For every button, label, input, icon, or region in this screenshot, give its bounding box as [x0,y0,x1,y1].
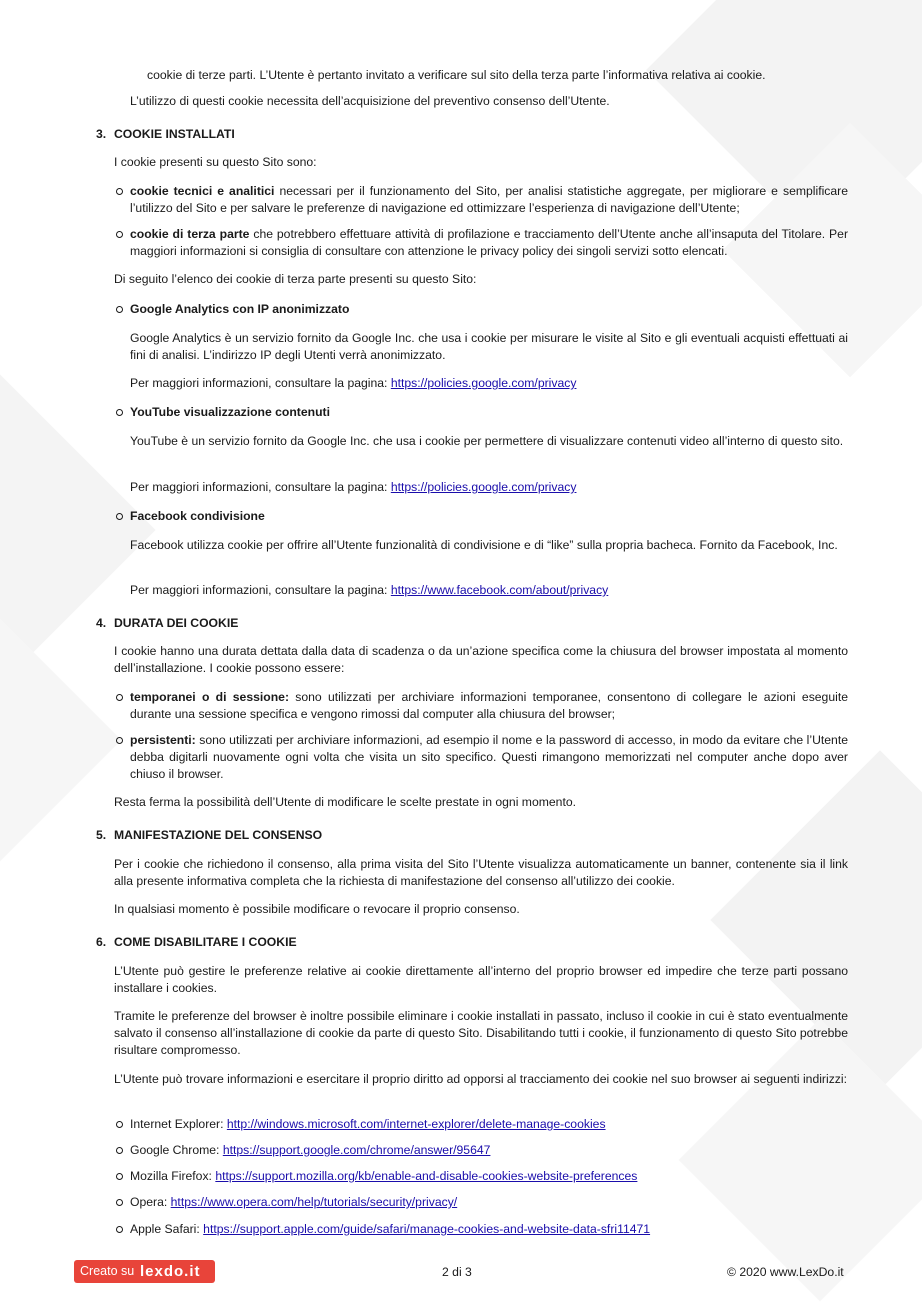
youtube-privacy-link[interactable]: https://policies.google.com/privacy [390,480,577,494]
cookie-type-technical: cookie tecnici e analitici necessari per il funzionamento del Sito, per analisi statistiche aggregate, per migliorare e semplificare l’utilizzo del Sito e per salvare le preferenze di navigazione ed ottimizzare l’esperienza di navigazione dell’Utente; [130,184,848,215]
section-5-title: MANIFESTAZIONE DEL CONSENSO [114,828,323,842]
facebook-info: Per maggiori informazioni, consultare la pagina: https://www.facebook.com/about/privacy [130,583,609,597]
opera-cookies-link[interactable]: https://www.opera.com/help/tutorials/security/privacy/ [170,1195,458,1209]
ie-cookies-link[interactable]: http://windows.microsoft.com/internet-explorer/delete-manage-cookies [226,1117,606,1131]
lexdo-logo-button[interactable] [74,1260,215,1283]
cookie-type-third-party: cookie di terza parte che potrebbero effettuare attività di profilazione e tracciamento dell’Utente anche all’insaputa del Titolare. Per maggiori informazioni si consiglia di consultare con attenzione le privacy policy dei singoli servizi sotto elencati. [130,227,849,258]
bullet-marker [116,231,123,238]
facebook-text: Facebook utilizza cookie per offrire all’Utente funzionalità di condivisione e di “like” sulla propria bacheca. Fornito da Facebook, Inc. [130,538,838,552]
cookie-duration-persistent: persistenti: sono utilizzati per archiviare informazioni, ad esempio il nome e la password di accesso, in modo da evitare che l’Utente debba digitarli nuovamente ogni volta che visita un sito specifico. Questi rimangono memorizzati nel computer anche dopo aver chiuso il browser. [130,733,848,781]
bullet-marker [116,1121,123,1128]
copyright: © 2020 www.LexDo.it [727,1265,844,1279]
browser-item-firefox: Mozilla Firefox: https://support.mozilla.org/kb/enable-and-disable-cookies-website-preferences [130,1169,638,1183]
section-4-lead: I cookie hanno una durata dettata dalla data di scadenza o da un’azione specifica come la chiusura del browser impostata al momento dell’installazione. I cookie possono essere: [114,644,848,675]
section-6-number: 6. [96,935,107,949]
section-4-closing: Resta ferma la possibilità dell’Utente di modificare le scelte prestate in ogni momento. [114,795,576,809]
cookie-duration-session: temporanei o di sessione: sono utilizzati per archiviare informazioni temporanee, consentono di collegare le azioni eseguite durante una sessione specifica e vengono rimossi dal computer alla chiusura del browser; [130,690,848,721]
facebook-privacy-link[interactable]: https://www.facebook.com/about/privacy [390,583,609,597]
bullet-marker [116,1226,123,1233]
bullet-marker [116,694,123,701]
section-4-title: DURATA DEI COOKIE [114,616,239,630]
google-analytics-info: Per maggiori informazioni, consultare la pagina: https://policies.google.com/privacy [130,376,577,390]
bullet-marker [116,1173,123,1180]
section-6-paragraph-1: L’Utente può gestire le preferenze relative ai cookie direttamente all’interno del proprio browser ed impedire che terze parti possano installare i cookies. [114,964,848,995]
section-5-number: 5. [96,828,107,842]
browser-item-ie: Internet Explorer: http://windows.microsoft.com/internet-explorer/delete-manage-cookies [130,1117,606,1131]
browser-item-safari: Apple Safari: https://support.apple.com/guide/safari/manage-cookies-and-website-data-sfri11471 [130,1222,651,1236]
section-3-title: COOKIE INSTALLATI [114,127,235,141]
firefox-cookies-link[interactable]: https://support.mozilla.org/kb/enable-and-disable-cookies-website-preferences [215,1169,638,1183]
bullet-marker [116,409,123,416]
chrome-cookies-link[interactable]: https://support.google.com/chrome/answer/95647 [222,1143,491,1157]
bullet-marker [116,1147,123,1154]
browser-item-chrome: Google Chrome: https://support.google.com/chrome/answer/95647 [130,1143,491,1157]
google-analytics-title: Google Analytics con IP anonimizzato [130,302,350,316]
logo-prefix: Creato su [80,1264,135,1278]
google-privacy-link[interactable]: https://policies.google.com/privacy [390,376,577,390]
youtube-info: Per maggiori informazioni, consultare la pagina: https://policies.google.com/privacy [130,480,577,494]
section-6-title: COME DISABILITARE I COOKIE [114,935,297,949]
intro-line-2: L’utilizzo di questi cookie necessita dell’acquisizione del preventivo consenso dell’Utente. [130,94,610,108]
intro-line-1: cookie di terze parti. L’Utente è pertanto invitato a verificare sul sito della terza parte l’informativa relativa ai cookie. [147,68,766,82]
bullet-marker [116,737,123,744]
browser-item-opera: Opera: https://www.opera.com/help/tutorials/security/privacy/ [130,1195,458,1209]
bullet-marker [116,513,123,520]
section-5-paragraph-2: In qualsiasi momento è possibile modificare o revocare il proprio consenso. [114,902,520,916]
bullet-marker [116,1199,123,1206]
facebook-title: Facebook condivisione [130,509,265,523]
safari-cookies-link[interactable]: https://support.apple.com/guide/safari/manage-cookies-and-website-data-sfri11471 [203,1222,651,1236]
youtube-text: YouTube è un servizio fornito da Google Inc. che usa i cookie per permettere di visualizzare contenuti video all’interno di questo sito. [130,434,844,448]
section-3-lead: I cookie presenti su questo Sito sono: [114,155,317,169]
bullet-marker [116,188,123,195]
section-3-number: 3. [96,127,107,141]
logo-brand: lexdo.it [140,1263,201,1280]
google-analytics-text: Google Analytics è un servizio fornito da Google Inc. che usa i cookie per misurare le visite al Sito e gli eventuali acquisti effettuati ai fini di analisi. L’indirizzo IP degli Utenti verrà anonimizzato. [130,331,848,362]
bullet-marker [116,306,123,313]
youtube-title: YouTube visualizzazione contenuti [130,405,330,419]
page-number: 2 di 3 [442,1265,472,1279]
section-4-number: 4. [96,616,107,630]
section-6-paragraph-3: L’Utente può trovare informazioni e esercitare il proprio diritto ad opporsi al tracciamento dei cookie nel suo browser ai seguenti indirizzi: [114,1072,847,1086]
section-6-paragraph-2: Tramite le preferenze del browser è inoltre possibile eliminare i cookie installati in passato, incluso il cookie in cui è stato eventualmente salvato il consenso all’installazione di cookie da parte di questo Sito. Disabilitando tutti i cookie, il funzionamento di questo Sito potrebbe risultare compromesso. [114,1009,848,1057]
section-5-paragraph-1: Per i cookie che richiedono il consenso, alla prima visita del Sito l’Utente visualizza automaticamente un banner, contenente sia il link alla presente informativa completa che la richiesta di manifestazione del consenso all’utilizzo dei cookie. [114,857,848,888]
third-party-lead: Di seguito l’elenco dei cookie di terza parte presenti su questo Sito: [114,272,477,286]
